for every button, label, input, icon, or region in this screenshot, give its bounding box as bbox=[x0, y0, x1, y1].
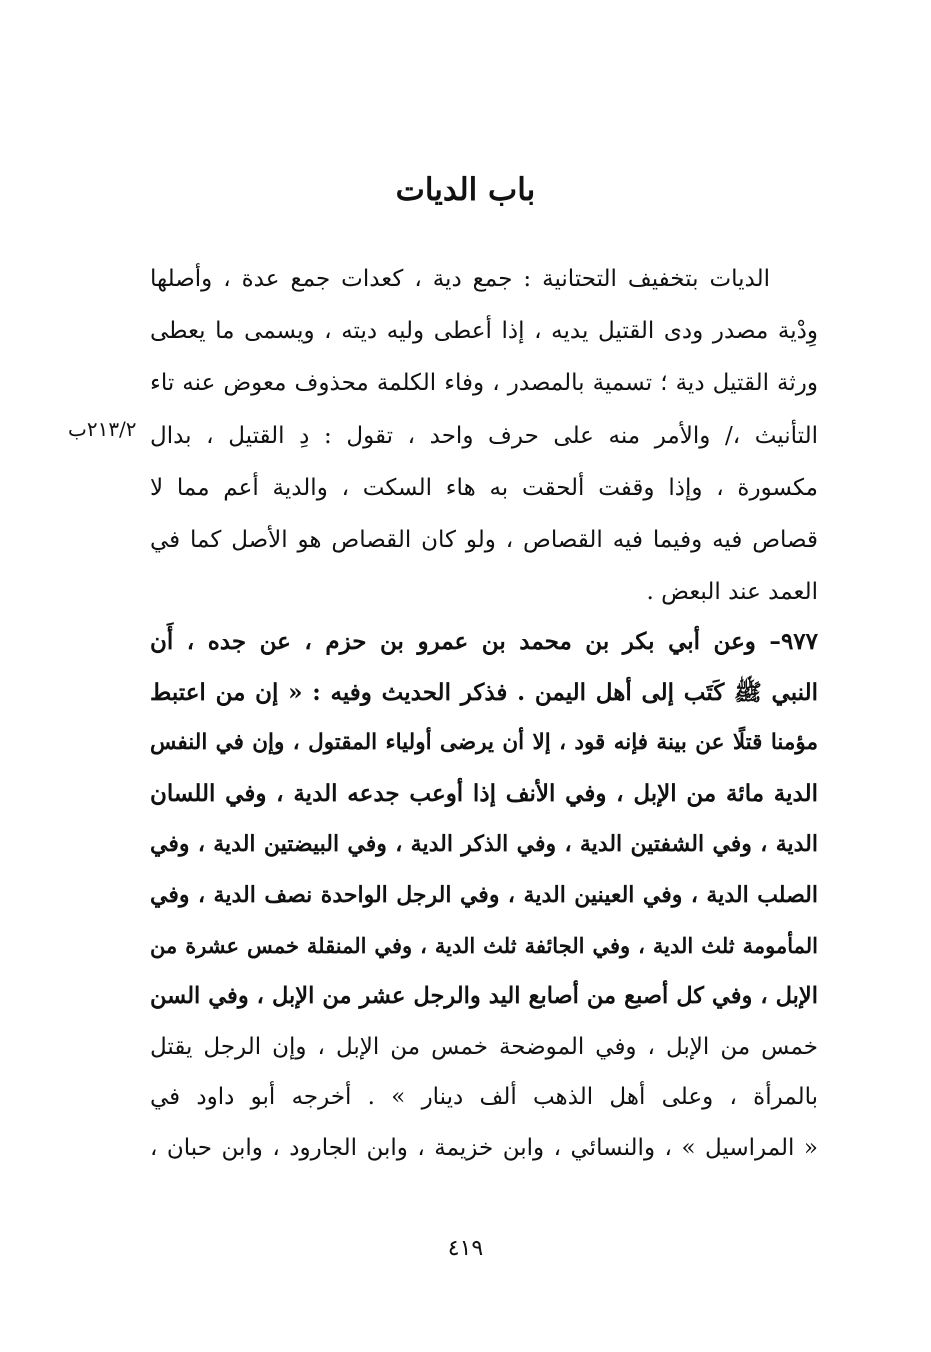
intro-line: العمد عند البعض . bbox=[646, 579, 818, 606]
hadith-line: مؤمنا قتلًا عن بينة فإنه قود ، إلا أن يرضى أولياء المقتول ، وإن في النفس bbox=[150, 730, 818, 756]
page-number: ٤١٩ bbox=[447, 1236, 484, 1261]
intro-paragraph bbox=[150, 253, 818, 618]
intro-line: ورثة القتيل دية ؛ تسمية بالمصدر ، وفاء الكلمة محذوف معوض عنه تاء bbox=[150, 370, 818, 397]
intro-line: قصاص فيه وفيما فيه القصاص ، ولو كان القصاص هو الأصل كما في bbox=[150, 526, 818, 553]
hadith-line: الصلب الدية ، وفي العينين الدية ، وفي الرجل الواحدة نصف الدية ، وفي bbox=[150, 881, 818, 908]
chapter-title: باب الديات bbox=[395, 172, 536, 208]
hadith-line: الدية مائة من الإبل ، وفي الأنف إذا أوعب جدعه الدية ، وفي اللسان bbox=[150, 779, 818, 807]
hadith-line: الإبل ، وفي كل أصبع من أصابع اليد والرجل عشر من الإبل ، وفي السن bbox=[150, 983, 818, 1010]
hadith-line: خمس من الإبل ، وفي الموضحة خمس من الإبل ، وإن الرجل يقتل bbox=[150, 1033, 818, 1060]
manuscript-margin-note: ٢١٣/٢ب bbox=[68, 417, 137, 441]
intro-line: وِدْية مصدر ودى القتيل يديه ، إذا أعطى وليه ديته ، ويسمى ما يعطى bbox=[150, 318, 818, 345]
hadith-line: ٩٧٧– وعن أبي بكر بن محمد بن عمرو بن حزم ، عن جده ، أَن bbox=[150, 628, 818, 655]
hadith-line: بالمرأة ، وعلى أهل الذهب ألف دينار » . أخرجه أبو داود في bbox=[150, 1084, 818, 1111]
hadith-line: « المراسيل » ، والنسائي ، وابن خزيمة ، وابن الجارود ، وابن حبان ، bbox=[150, 1134, 818, 1161]
intro-line: التأنيث ،/ والأمر منه على حرف واحد ، تقول : دِ القتيل ، بدال bbox=[150, 422, 818, 449]
hadith-line: المأمومة ثلث الدية ، وفي الجائفة ثلث الدية ، وفي المنقلة خمس عشرة من bbox=[150, 932, 818, 958]
hadith-line: الدية ، وفي الشفتين الدية ، وفي الذكر الدية ، وفي البيضتين الدية ، وفي bbox=[150, 831, 818, 858]
intro-line: مكسورة ، وإذا وقفت ألحقت به هاء السكت ، والدية أعم مما لا bbox=[150, 474, 818, 501]
intro-line: الديات بتخفيف التحتانية : جمع دية ، كعدات جمع عدة ، وأصلها bbox=[150, 266, 770, 292]
hadith-paragraph bbox=[150, 617, 818, 1174]
hadith-line: النبي ﷺ كَتَب إلى أهل اليمن . فذكر الحديث وفيه : « إن من اعتبط bbox=[150, 678, 818, 706]
